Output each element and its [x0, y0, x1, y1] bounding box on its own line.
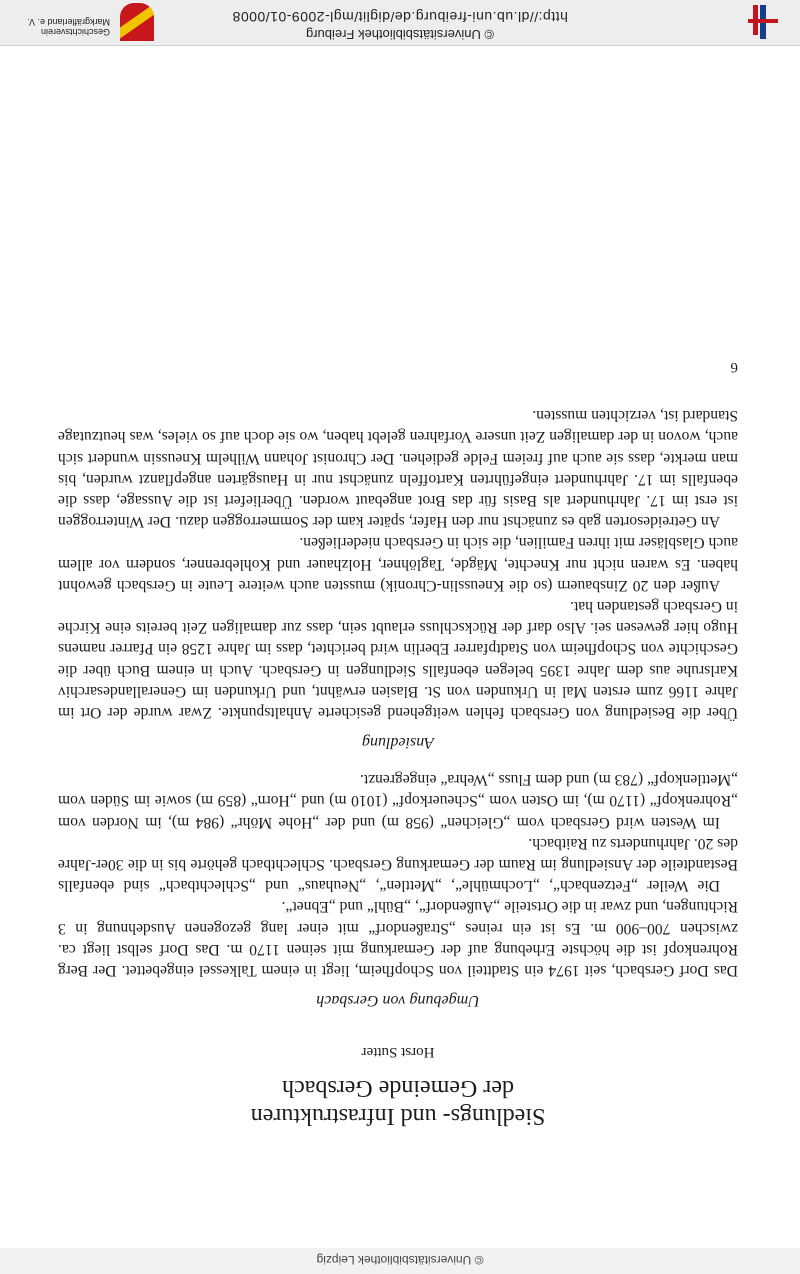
page-number: 6	[730, 358, 738, 375]
viewer-bar	[0, 0, 800, 46]
title-line-1: Siedlungs- und Infrastrukturen	[250, 1103, 546, 1129]
title-line-2: der Gemeinde Gersbach	[282, 1075, 514, 1101]
paragraph: Das Dorf Gersbach, seit 1974 ein Stadtteil von Schopfheim, liegt in einem Talkessel eingebettet. Der Berg Rohrenkopf ist die höchste Erhebung auf der Gemarkung mit seinen 1170 m. Das Dorf selbst liegt ca. zwischen 700–900 m. Es ist ein reines „Straßendorf“ mit einer lang gezogenen Ausdehnung in 3 Richtungen, und zwar in die Ortsteile „Außendorf“, „Bühl“ und „Ebnet“.	[58, 898, 738, 979]
paragraph: Außer den 20 Zinsbauern (so die Kneusslin-Chronik) mussten auch weitere Leute in Gersbach gewohnt haben. Es waren nicht nur Knechte, Mägde, Taglöhner, Holzhauer und Kohlebrenner, sondern vor allem auch Glasbläser mit ihren Familien, die sich in Gersbach niederließen.	[58, 534, 738, 594]
paragraph: Über die Besiedlung von Gersbach fehlen weitgehend gesicherte Anhaltspunkte. Zwar wurde der Ort im Jahre 1166 zum ersten Mal in Urkunden von St. Blasien erwähnt, und Urkunden im Generallandesarchiv Karlsruhe aus dem Jahre 1395 belegen ebenfalls Siedlungen in Gersbach. Auch in einem Buch über die Geschichte von Schopfheim von Stadtpfarrer Eberlin wird berichtet, dass im Jahre 1258 ein Pfarrer namens Hugo hier gewesen sei. Also darf der Rückschluss erlaubt sein, dass zur damaligen Zeit bereits eine Kirche in Gersbach gestanden hat.	[58, 597, 738, 721]
copyright-text: © Universitätsbibliothek Freiburg	[305, 27, 495, 42]
paragraph: An Getreidesorten gab es zunächst nur den Hafer, später kam der Sommerroggen dazu. Der Winterroggen ist erst im 17. Jahrhundert als Basis für das Brot angebaut worden. Überliefert ist die Aussage, dass die ebenfalls im 17. Jahrhundert eingeführten Kartoffeln zunächst nur in Hausgärten angepflanzt wurden, bis man merkte, dass sie auch auf freiem Felde gediehen. Der Chronist Johann Wilhelm Kneussin wundert sich auch, wovon in der damaligen Zeit unsere Vorfahren gelebt haben, wo sie doch auf so vieles, was heutzutage Standard ist, verzichten mussten.	[58, 407, 738, 531]
paragraph: Im Westen wird Gersbach vom „Gleichen“ (958 m) und der „Hohe Möhr“ (984 m), im Norden vom „Rohrenkopf“ (1170 m), im Osten vom „Scheuerkopf“ (1010 m) und „Horn“ (859 m) sowie im Süden vom „Mettlenkopf“ (783 m) und dem Fluss „Wehra“ eingegrenzt.	[58, 771, 738, 831]
article-title	[58, 1074, 738, 1130]
permalink-url[interactable]: http://dl.ub.uni-freiburg.de/diglit/mgl-2009-01/0008	[232, 9, 568, 25]
article	[58, 358, 738, 1130]
section-heading-umgebung: Umgebung von Gersbach	[316, 992, 480, 1009]
coat-of-arms-icon	[120, 3, 154, 41]
author: Horst Sutter	[361, 1044, 435, 1060]
society-logo[interactable]	[10, 1, 160, 41]
ub-freiburg-logo-icon[interactable]	[744, 5, 778, 39]
society-name: Geschichtsverein Markgräflerland e. V.	[27, 17, 110, 37]
section-heading-ansiedlung: Ansiedlung	[362, 733, 434, 751]
bottom-viewer-bar	[0, 1248, 800, 1274]
paragraph: Die Weiler „Fetzenbach“, „Lochmühle“, „Mettlen“, „Neuhaus“ und „Schlechtbach“ sind ebenfalls Bestandteile der Ansiedlung im Raum der Gemarkung Gersbach. Schlechtbach gehörte bis in die 30er-Jahre des 20. Jahrhunderts zu Raitbach.	[58, 834, 738, 895]
bottom-copyright: © Universitätsbibliothek Leipzig	[316, 1253, 484, 1267]
